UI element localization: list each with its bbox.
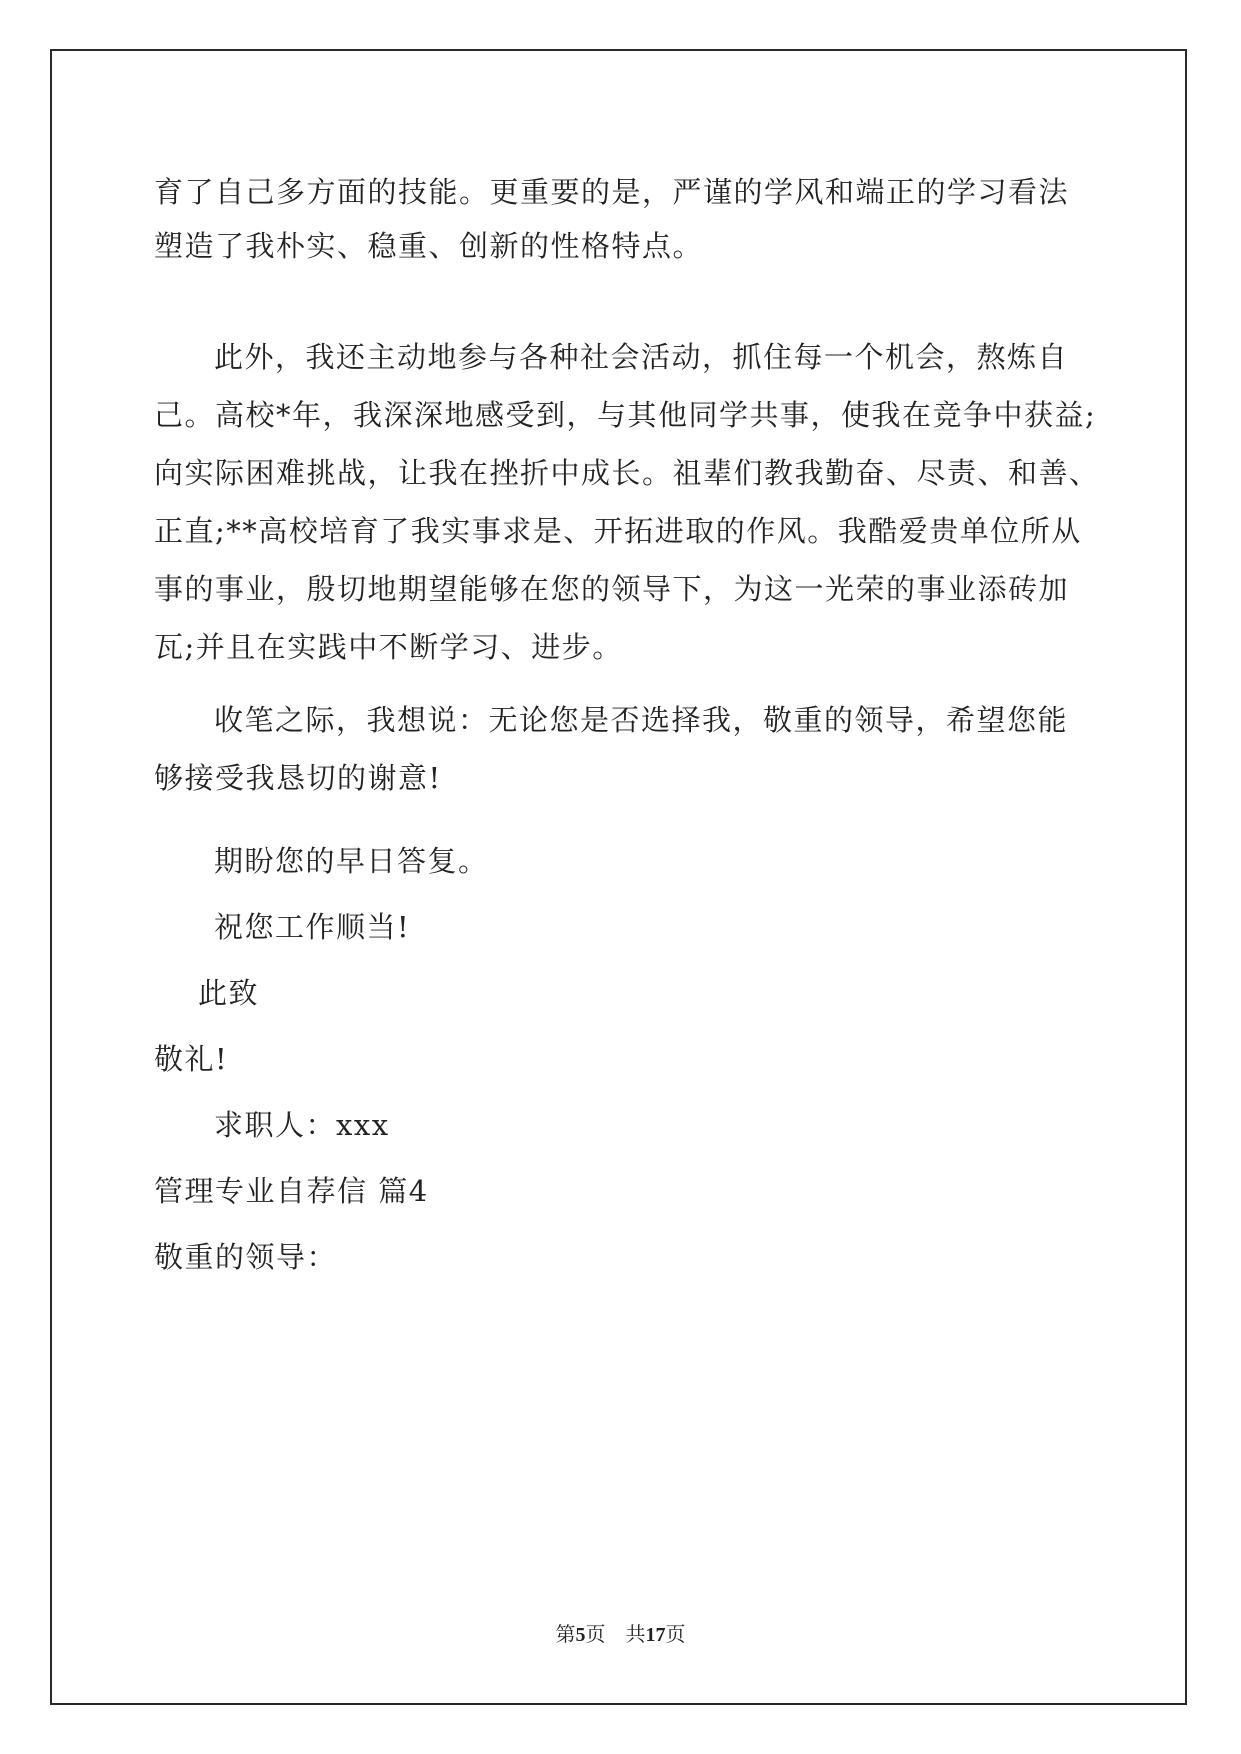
body-line-12: 祝您工作顺当! <box>214 910 411 944</box>
applicant-signature: 求职人：xxx <box>214 1108 390 1142</box>
body-line-7: 事的事业，殷切地期望能够在您的领导下，为这一光荣的事业添砖加 <box>154 572 1070 606</box>
salutation: 敬重的领导： <box>154 1240 338 1274</box>
body-line-5: 向实际困难挑战，让我在挫折中成长。祖辈们教我勤奋、尽责、和善、 <box>154 456 1100 490</box>
footer-total-pages: 17 <box>645 1624 666 1646</box>
body-line-8: 瓦;并且在实践中不断学习、进步。 <box>154 630 623 664</box>
closing-cizhi: 此致 <box>198 976 260 1010</box>
footer-prefix: 第 <box>555 1624 576 1646</box>
body-line-2: 塑造了我朴实、稳重、创新的性格特点。 <box>154 229 704 263</box>
page-footer <box>0 1622 1241 1648</box>
body-line-3: 此外，我还主动地参与各种社会活动，抓住每一个机会，熬炼自 <box>214 340 1069 374</box>
body-line-1: 育了自己多方面的技能。更重要的是，严谨的学风和端正的学习看法 <box>154 175 1070 209</box>
body-line-10: 够接受我恳切的谢意! <box>154 761 442 795</box>
body-line-6: 正直;**高校培育了我实事求是、开拓进取的作风。我酷爱贵单位所从 <box>154 514 1082 548</box>
footer-middle: 页 共 <box>585 1624 646 1646</box>
closing-jingli: 敬礼! <box>154 1042 229 1076</box>
body-line-9: 收笔之际，我想说：无论您是否选择我，敬重的领导，希望您能 <box>214 703 1069 737</box>
footer-page-number: 5 <box>575 1624 586 1646</box>
body-line-11: 期盼您的早日答复。 <box>214 844 489 878</box>
body-line-4: 己。高校*年，我深深地感受到，与其他同学共事，使我在竞争中获益; <box>154 398 1097 432</box>
footer-suffix: 页 <box>665 1624 686 1646</box>
section-heading: 管理专业自荐信 篇4 <box>154 1174 429 1208</box>
